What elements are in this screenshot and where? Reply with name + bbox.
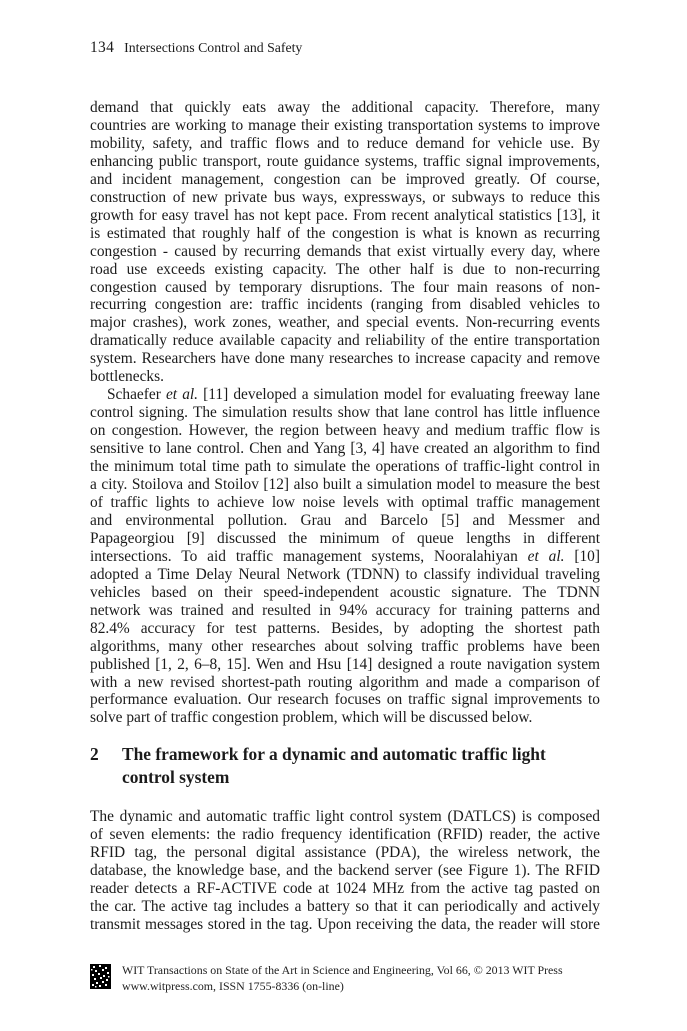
text-line: bottlenecks. <box>90 368 164 386</box>
text-line: Schaefer et al. [11] developed a simulation model for evaluating freeway lane <box>107 386 600 404</box>
text-line: published [1, 2, 6–8, 15]. Wen and Hsu [14] designed a route navigation system <box>90 655 600 673</box>
text-line: control system <box>122 767 230 788</box>
text-line: is estimated that roughly half of the congestion is what is known as recurring <box>90 224 600 242</box>
text-line: algorithms, many other researches about solving traffic problems have been <box>90 637 600 655</box>
text-line: transmit messages stored in the tag. Upon receiving the data, the reader will store <box>90 916 600 934</box>
text-line: on congestion. However, the region between heavy and medium traffic flow is <box>90 422 600 440</box>
text-line: Papageorgiou [9] discussed the minimum of queue lengths in different <box>90 529 600 547</box>
text-line: The dynamic and automatic traffic light control system (DATLCS) is composed <box>90 808 600 826</box>
text-line: control signing. The simulation results show that lane control has little influence <box>90 404 600 422</box>
body-text <box>90 99 600 934</box>
text-line: the minimum total time path to simulate the operations of traffic-light control in <box>90 458 600 476</box>
text-line: a city. Stoilova and Stoilov [12] also built a simulation model to measure the best <box>90 476 600 494</box>
wit-press-logo-icon <box>90 964 111 989</box>
text-line: recurring congestion are: traffic incidents (ranging from disabled vehicles to <box>90 296 600 314</box>
text-line: solve part of traffic congestion problem, which will be discussed below. <box>90 709 533 727</box>
text-line: vehicles based on their speed-independent acoustic signature. The TDNN <box>90 583 600 601</box>
text-line: intersections. To aid traffic management systems, Nooralahiyan et al. [10] <box>90 547 600 565</box>
text-line: sensitive to lane control. Chen and Yang [3, 4] have created an algorithm to find <box>90 440 600 458</box>
text-line: construction of new private bus ways, expressways, or subways to reduce this <box>90 188 600 206</box>
text-line: mobility, safety, and traffic flows and to reduce demand for vehicle use. By <box>90 134 600 152</box>
text-line: demand that quickly eats away the additional capacity. Therefore, many <box>90 99 600 116</box>
text-line: and environmental pollution. Grau and Barcelo [5] and Messmer and <box>90 511 600 529</box>
section-number: 2 <box>90 744 99 765</box>
text-line: growth for easy travel has not kept pace. From recent analytical statistics [13], it <box>90 206 600 224</box>
section-heading <box>90 743 600 789</box>
text-line: major crashes), work zones, weather, and special events. Non-recurring events <box>90 314 600 332</box>
text-line: dramatically reduce available capacity and reliability of the entire transportation <box>90 332 600 350</box>
text-line: RFID tag, the personal digital assistance (PDA), the wireless network, the <box>90 844 600 862</box>
page-header <box>90 39 600 57</box>
footer-line-issn: www.witpress.com, ISSN 1755-8336 (on-line) <box>122 978 344 993</box>
text-line: 82.4% accuracy for test patterns. Besides, by adopting the shortest path <box>90 619 600 637</box>
text-line: database, the knowledge base, and the backend server (see Figure 1). The RFID <box>90 862 600 880</box>
page-footer <box>90 963 600 994</box>
text-line: countries are working to manage their existing transportation systems to improve <box>90 116 600 134</box>
page-number: 134 <box>90 39 115 56</box>
section-title <box>122 743 546 789</box>
text-line: the car. The active tag includes a battery so that it can periodically and actively <box>90 898 600 916</box>
text-line: network was trained and resulted in 94% accuracy for training patterns and <box>90 601 600 619</box>
text-line: congestion caused by temporary disruptions. The four main reasons of non- <box>90 278 600 296</box>
text-line: congestion - caused by recurring demands that exist virtually every day, where <box>90 242 600 260</box>
running-title: Intersections Control and Safety <box>124 40 303 55</box>
footer-line-citation: WIT Transactions on State of the Art in Science and Engineering, Vol 66, © 2013 WIT Press <box>122 963 563 977</box>
text-line: and incident management, congestion can be improved greatly. Of course, <box>90 170 600 188</box>
paragraph-literature-review <box>90 386 600 727</box>
paragraph-framework <box>90 808 600 934</box>
text-line: system. Researchers have done many researches to increase capacity and remove <box>90 350 600 368</box>
text-line: with a new revised shortest-path routing algorithm and made a comparison of <box>90 673 600 691</box>
text-line: of traffic lights to achieve low noise levels with optimal traffic management <box>90 493 600 511</box>
text-line: of seven elements: the radio frequency identification (RFID) reader, the active <box>90 826 600 844</box>
text-line: reader detects a RF-ACTIVE code at 1024 MHz from the active tag pasted on <box>90 880 600 898</box>
paragraph-intro <box>90 99 600 386</box>
footer-text <box>122 963 563 994</box>
text-line: road use exceeds existing capacity. The other half is due to non-recurring <box>90 260 600 278</box>
text-line: performance evaluation. Our research focuses on traffic signal improvements to <box>90 691 600 709</box>
text-line: enhancing public transport, route guidance systems, traffic signal improvements, <box>90 152 600 170</box>
text-line: adopted a Time Delay Neural Network (TDNN) to classify individual traveling <box>90 565 600 583</box>
text-line: The framework for a dynamic and automatic traffic light <box>122 744 546 765</box>
